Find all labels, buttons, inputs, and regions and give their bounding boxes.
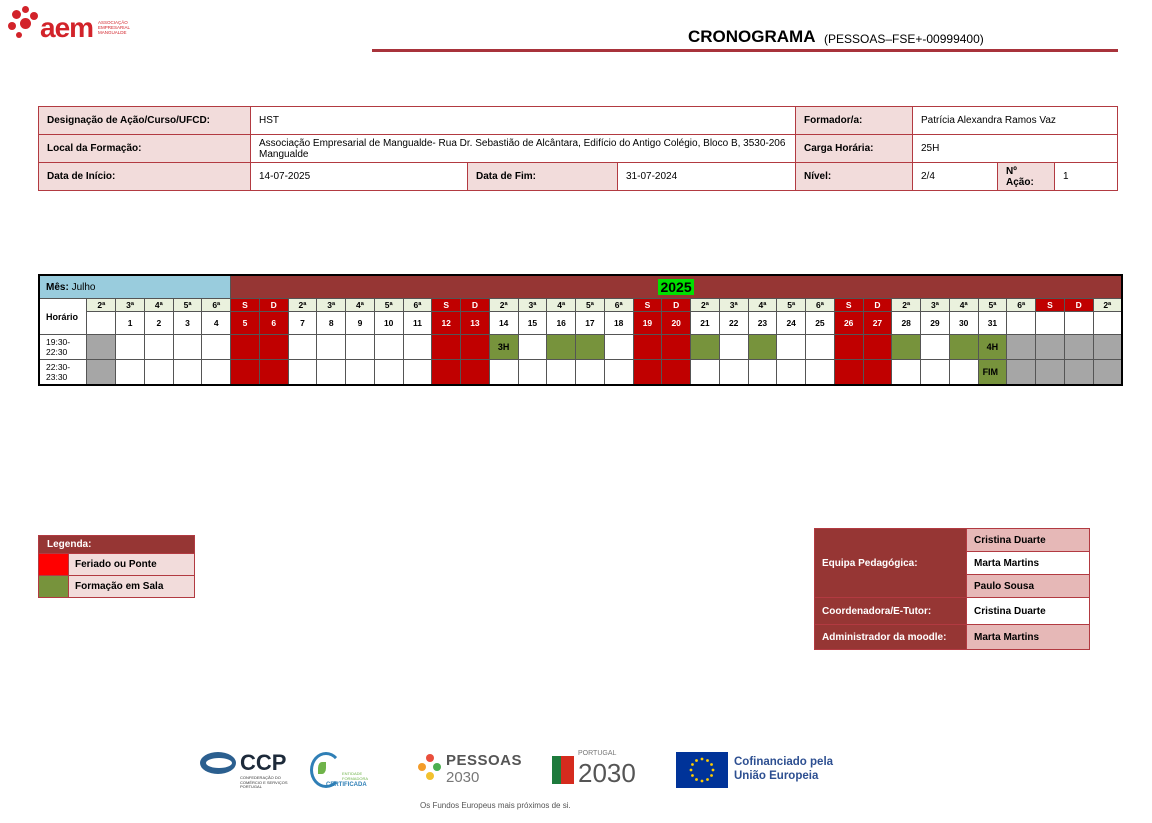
- legend-title: Legenda:: [39, 536, 195, 554]
- schedule-cell: [518, 360, 547, 386]
- time-slot-label: 22:30-23:30: [39, 360, 87, 386]
- day-name-cell: 5ª: [173, 299, 202, 312]
- schedule-cell: [288, 335, 317, 360]
- unavailable-cell: [1036, 335, 1065, 360]
- day-number-cell: 3: [173, 312, 202, 335]
- day-name-cell: D: [461, 299, 490, 312]
- unavailable-cell: [1007, 335, 1036, 360]
- month-label: Mês:: [46, 281, 69, 293]
- day-number-cell: 4: [202, 312, 231, 335]
- schedule-cell: [144, 360, 173, 386]
- schedule-cell: [403, 335, 432, 360]
- schedule-cell: [116, 335, 145, 360]
- equipa-label: Equipa Pedagógica:: [815, 529, 967, 598]
- inicio-label: Data de Início:: [39, 163, 251, 191]
- schedule-cell: [116, 360, 145, 386]
- day-name-cell: S: [633, 299, 662, 312]
- day-number-cell: 31: [978, 312, 1007, 335]
- day-number-cell: [87, 312, 116, 335]
- training-session-cell: 3H: [489, 335, 518, 360]
- day-number-cell: 28: [892, 312, 921, 335]
- schedule-cell: [949, 360, 978, 386]
- equipa-member: Marta Martins: [967, 552, 1090, 575]
- course-info-table: [38, 106, 1118, 191]
- pessoas-line2: 2030: [446, 769, 480, 786]
- pessoas-mark-icon: [418, 754, 442, 782]
- day-number-cell: [1007, 312, 1036, 335]
- schedule-cell: [288, 360, 317, 386]
- pessoas-line1: PESSOAS: [446, 752, 523, 769]
- weekend-cell: [259, 335, 288, 360]
- day-name-cell: 5ª: [978, 299, 1007, 312]
- day-number-cell: 9: [346, 312, 375, 335]
- unavailable-cell: [1093, 360, 1122, 386]
- day-name-cell: 6ª: [604, 299, 633, 312]
- eu-star-icon: [690, 769, 693, 772]
- portugal-flag-icon: [552, 756, 574, 784]
- month-value: Julho: [71, 281, 96, 293]
- day-name-cell: D: [662, 299, 691, 312]
- schedule-cell: [173, 360, 202, 386]
- eu-star-icon: [710, 763, 713, 766]
- designacao-value: HST: [251, 107, 796, 135]
- day-name-cell: 6ª: [806, 299, 835, 312]
- schedule-cell: [518, 335, 547, 360]
- weekend-cell: [432, 335, 461, 360]
- eu-line1: Cofinanciado pela: [734, 756, 834, 768]
- formador-value: Patrícia Alexandra Ramos Vaz: [913, 107, 1118, 135]
- day-name-cell: S: [1036, 299, 1065, 312]
- page-title: CRONOGRAMA: [688, 27, 816, 46]
- eu-star-icon: [701, 780, 704, 783]
- nivel-value: 2/4: [913, 163, 998, 191]
- weekend-cell: [633, 360, 662, 386]
- schedule-cell: [806, 360, 835, 386]
- footer-slogan: Os Fundos Europeus mais próximos de si.: [420, 801, 571, 810]
- time-slot-label: 19:30-22:30: [39, 335, 87, 360]
- schedule-cell: [374, 360, 403, 386]
- legend-swatch-training: [39, 576, 69, 598]
- day-name-cell: 5ª: [374, 299, 403, 312]
- weekend-cell: [231, 335, 260, 360]
- day-name-cell: 5ª: [576, 299, 605, 312]
- day-name-cell: D: [259, 299, 288, 312]
- training-session-cell: [576, 335, 605, 360]
- schedule-cell: [777, 360, 806, 386]
- equipa-member: Paulo Sousa: [967, 575, 1090, 598]
- title-divider: [372, 49, 1118, 52]
- day-number-cell: 24: [777, 312, 806, 335]
- unavailable-cell: [87, 360, 116, 386]
- schedule-cell: [173, 335, 202, 360]
- schedule-cell: [719, 360, 748, 386]
- certificada-logo: [310, 752, 370, 792]
- day-name-cell: 4ª: [346, 299, 375, 312]
- fim-label: Data de Fim:: [468, 163, 618, 191]
- portugal-small: PORTUGAL: [578, 750, 617, 757]
- weekend-cell: [461, 335, 490, 360]
- weekend-cell: [231, 360, 260, 386]
- schedule-cell: [748, 360, 777, 386]
- day-name-cell: 2ª: [1093, 299, 1122, 312]
- day-number-cell: 7: [288, 312, 317, 335]
- schedule-cell: [374, 335, 403, 360]
- weekend-cell: [259, 360, 288, 386]
- eu-star-icon: [695, 778, 698, 781]
- logo-subtext: ASSOCIAÇÃO EMPRESARIAL MANGUALDE: [98, 20, 130, 35]
- schedule-cell: [691, 360, 720, 386]
- day-number-cell: 19: [633, 312, 662, 335]
- local-label: Local da Formação:: [39, 135, 251, 163]
- inicio-value: 14-07-2025: [251, 163, 468, 191]
- day-number-cell: 15: [518, 312, 547, 335]
- weekend-cell: [662, 335, 691, 360]
- day-number-cell: 14: [489, 312, 518, 335]
- unavailable-cell: [1007, 360, 1036, 386]
- day-number-cell: 22: [719, 312, 748, 335]
- training-session-cell: 4H: [978, 335, 1007, 360]
- day-number-cell: 27: [863, 312, 892, 335]
- eu-star-icon: [691, 763, 694, 766]
- day-name-cell: 2ª: [489, 299, 518, 312]
- schedule-cell: [806, 335, 835, 360]
- schedule-cell: [604, 335, 633, 360]
- day-number-cell: 5: [231, 312, 260, 335]
- eu-line2: União Europeia: [734, 770, 819, 782]
- equipa-member: Cristina Duarte: [967, 529, 1090, 552]
- day-name-cell: 5ª: [777, 299, 806, 312]
- training-session-cell: FIM: [978, 360, 1007, 386]
- training-session-cell: [547, 335, 576, 360]
- day-name-cell: 3ª: [719, 299, 748, 312]
- pessoas2030-logo: [418, 752, 528, 792]
- day-name-cell: 4ª: [949, 299, 978, 312]
- day-name-cell: 6ª: [403, 299, 432, 312]
- coord-label: Coordenadora/E-Tutor:: [815, 598, 967, 625]
- day-number-cell: 18: [604, 312, 633, 335]
- admin-value: Marta Martins: [967, 625, 1090, 650]
- weekend-cell: [834, 335, 863, 360]
- fim-value: 31-07-2024: [618, 163, 796, 191]
- cert-leaf-icon: [318, 762, 326, 774]
- eu-cofinancing-logo: [676, 751, 841, 791]
- day-name-cell: 3ª: [518, 299, 547, 312]
- eu-flag-icon: [676, 752, 728, 788]
- legend-table: [38, 535, 195, 598]
- unavailable-cell: [1036, 360, 1065, 386]
- day-number-cell: 17: [576, 312, 605, 335]
- day-name-cell: 4ª: [547, 299, 576, 312]
- day-number-cell: [1036, 312, 1065, 335]
- day-number-cell: 6: [259, 312, 288, 335]
- day-name-cell: 2ª: [892, 299, 921, 312]
- schedule-cell: [317, 335, 346, 360]
- weekend-cell: [461, 360, 490, 386]
- portugal2030-logo: [552, 750, 647, 790]
- eu-star-icon: [701, 758, 704, 761]
- weekend-cell: [863, 335, 892, 360]
- schedule-cell: [576, 360, 605, 386]
- horario-label: Horário: [39, 299, 87, 335]
- day-name-cell: 3ª: [116, 299, 145, 312]
- day-name-cell: 6ª: [1007, 299, 1036, 312]
- schedule-cell: [777, 335, 806, 360]
- admin-label: Administrador da moodle:: [815, 625, 967, 650]
- month-cell: [39, 275, 231, 299]
- schedule-cell: [346, 335, 375, 360]
- unavailable-cell: [1064, 360, 1093, 386]
- day-number-cell: 1: [116, 312, 145, 335]
- nacao-label: Nº Ação:: [998, 163, 1055, 191]
- day-number-cell: 16: [547, 312, 576, 335]
- year-bar: [231, 275, 1122, 299]
- day-number-cell: 26: [834, 312, 863, 335]
- local-value: Associação Empresarial de Mangualde- Rua Dr. Sebastião de Alcântara, Edifício do Antigo Colégio, Bloco B, 3530-206 Mangualde: [251, 135, 796, 163]
- schedule-cell: [144, 335, 173, 360]
- logo-text: aem: [40, 12, 94, 43]
- legend-label-holiday: Feriado ou Ponte: [69, 554, 195, 576]
- eu-star-icon: [712, 769, 715, 772]
- carga-label: Carga Horária:: [796, 135, 913, 163]
- weekend-cell: [834, 360, 863, 386]
- day-number-cell: 10: [374, 312, 403, 335]
- weekend-cell: [633, 335, 662, 360]
- eu-star-icon: [691, 774, 694, 777]
- eu-star-icon: [706, 778, 709, 781]
- day-number-cell: 8: [317, 312, 346, 335]
- day-name-cell: 3ª: [921, 299, 950, 312]
- day-number-cell: 2: [144, 312, 173, 335]
- schedule-cell: [489, 360, 518, 386]
- eu-star-icon: [710, 774, 713, 777]
- aem-logo: [8, 6, 148, 42]
- designacao-label: Designação de Ação/Curso/UFCD:: [39, 107, 251, 135]
- formador-label: Formador/a:: [796, 107, 913, 135]
- ccp-logo: [200, 752, 300, 792]
- schedule-cell: [202, 335, 231, 360]
- nivel-label: Nível:: [796, 163, 913, 191]
- training-session-cell: [892, 335, 921, 360]
- day-name-cell: S: [231, 299, 260, 312]
- cert-word: CERTIFICADA: [326, 782, 367, 788]
- day-name-cell: S: [834, 299, 863, 312]
- day-name-cell: 3ª: [317, 299, 346, 312]
- day-number-cell: 29: [921, 312, 950, 335]
- cert-subtext: ENTIDADE FORMADORA: [342, 771, 368, 781]
- day-name-cell: 4ª: [748, 299, 777, 312]
- day-name-cell: 6ª: [202, 299, 231, 312]
- weekend-cell: [432, 360, 461, 386]
- training-session-cell: [949, 335, 978, 360]
- schedule-cell: [892, 360, 921, 386]
- day-number-cell: 11: [403, 312, 432, 335]
- eu-star-icon: [706, 759, 709, 762]
- schedule-cell: [547, 360, 576, 386]
- ccp-name: CCP: [240, 750, 287, 775]
- portugal-big: 2030: [578, 758, 636, 788]
- day-number-cell: 25: [806, 312, 835, 335]
- unavailable-cell: [1064, 335, 1093, 360]
- training-session-cell: [691, 335, 720, 360]
- nacao-value: 1: [1055, 163, 1118, 191]
- weekend-cell: [863, 360, 892, 386]
- training-session-cell: [748, 335, 777, 360]
- schedule-cell: [719, 335, 748, 360]
- weekend-cell: [662, 360, 691, 386]
- year-label: 2025: [660, 279, 692, 295]
- ccp-subtext: CONFEDERAÇÃO DO COMÉRCIO E SERVIÇOS PORTUGAL: [240, 775, 288, 789]
- day-number-cell: 23: [748, 312, 777, 335]
- unavailable-cell: [87, 335, 116, 360]
- legend-label-training: Formação em Sala: [69, 576, 195, 598]
- day-number-cell: 12: [432, 312, 461, 335]
- schedule-cell: [202, 360, 231, 386]
- schedule-cell: [346, 360, 375, 386]
- day-name-cell: 2ª: [691, 299, 720, 312]
- schedule-cell: [403, 360, 432, 386]
- schedule-cell: [604, 360, 633, 386]
- carga-value: 25H: [913, 135, 1118, 163]
- eu-star-icon: [695, 759, 698, 762]
- schedule-calendar: [38, 274, 1123, 386]
- coord-value: Cristina Duarte: [967, 598, 1090, 625]
- page-subtitle: (PESSOAS–FSE+-00999400): [824, 32, 984, 46]
- day-number-cell: 13: [461, 312, 490, 335]
- team-table: [814, 528, 1090, 650]
- day-name-cell: D: [863, 299, 892, 312]
- day-name-cell: 4ª: [144, 299, 173, 312]
- day-number-cell: [1064, 312, 1093, 335]
- schedule-cell: [921, 360, 950, 386]
- day-number-cell: 21: [691, 312, 720, 335]
- schedule-cell: [317, 360, 346, 386]
- day-name-cell: D: [1064, 299, 1093, 312]
- day-name-cell: 2ª: [87, 299, 116, 312]
- unavailable-cell: [1093, 335, 1122, 360]
- day-number-cell: 30: [949, 312, 978, 335]
- legend-swatch-holiday: [39, 554, 69, 576]
- day-number-cell: 20: [662, 312, 691, 335]
- schedule-cell: [921, 335, 950, 360]
- day-name-cell: S: [432, 299, 461, 312]
- day-name-cell: 2ª: [288, 299, 317, 312]
- day-number-cell: [1093, 312, 1122, 335]
